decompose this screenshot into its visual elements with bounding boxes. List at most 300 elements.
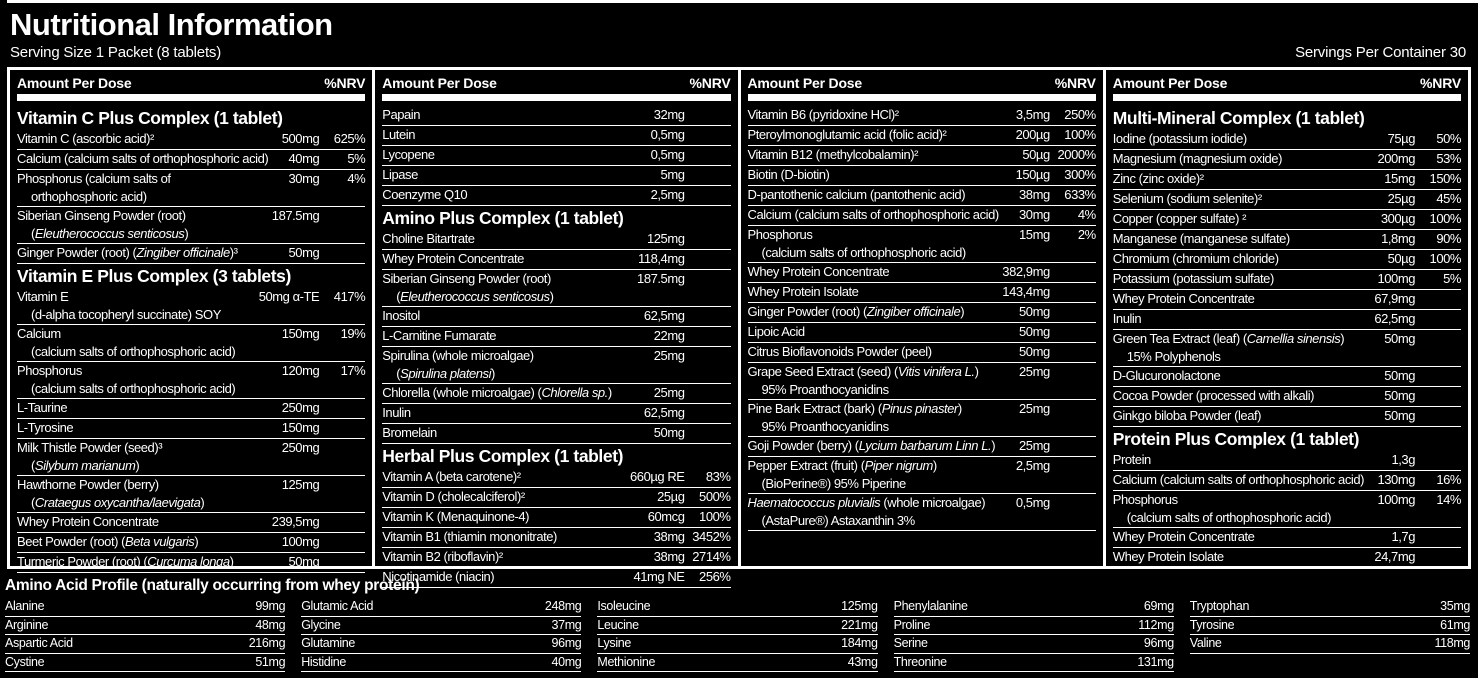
ingredient-subline: (Spirulina platensi)	[396, 366, 495, 381]
ingredient-name: Papain	[382, 107, 421, 122]
ingredient-name: Grape Seed Extract (seed) (Vitis vinifera L.)	[747, 364, 979, 379]
ingredient-row	[748, 166, 1096, 186]
ingredient-name: Nicotinamide (niacin)	[382, 569, 495, 584]
header-underline-bar	[382, 94, 730, 101]
ingredient-row-main	[748, 400, 1096, 418]
amino-name: Threonine	[893, 654, 947, 669]
amino-amount: 40mg	[551, 654, 582, 669]
table-column	[1103, 70, 1468, 566]
ingredient-name: Goji Powder (berry) (Lycium barbarum Linn L.)	[747, 438, 996, 453]
ingredient-amount: 130mg	[1377, 472, 1415, 487]
ingredient-subline: (d-alpha tocopheryl succinate) SOY	[31, 307, 221, 322]
ingredient-row	[382, 488, 730, 508]
ingredient-subline: (Eleutherococcus senticosus)	[31, 226, 189, 241]
amino-row	[5, 598, 285, 617]
ingredient-row-main	[17, 130, 365, 148]
ingredient-row	[17, 170, 365, 207]
ingredient-amount: 15mg	[1384, 171, 1415, 186]
ingredient-row	[17, 288, 365, 325]
amino-row	[1190, 635, 1470, 654]
ingredient-row	[748, 363, 1096, 400]
amino-row	[1190, 598, 1470, 617]
amino-amount: 184mg	[841, 636, 878, 650]
amino-row	[301, 635, 581, 654]
ingredient-row	[382, 186, 730, 206]
ingredient-amount: 250mg	[281, 440, 320, 455]
ingredient-row	[1113, 270, 1461, 290]
ingredient-amount: 50mg	[288, 554, 320, 569]
ingredient-row-main	[382, 508, 730, 526]
ingredient-name: Bromelain	[382, 425, 437, 440]
ingredient-nrv: 4%	[347, 171, 366, 186]
ingredient-amount: 500mg	[281, 131, 320, 146]
ingredient-row-main	[748, 186, 1096, 204]
ingredient-name: Pine Bark Extract (bark) (Pinus pinaster)	[747, 401, 962, 416]
ingredient-row	[1113, 290, 1461, 310]
amino-row	[5, 617, 285, 636]
ingredient-nrv: 100%	[1429, 211, 1461, 226]
ingredient-row	[17, 419, 365, 439]
ingredient-row-main	[382, 568, 730, 586]
ingredient-row-main	[748, 283, 1096, 301]
amino-name: Glycine	[301, 617, 341, 632]
ingredient-name: D-pantothenic calcium (pantothenic acid)	[747, 187, 966, 202]
ingredient-subline: orthophosphoric acid)	[31, 189, 147, 204]
section-header: Protein Plus Complex (1 tablet)	[1112, 429, 1360, 449]
ingredient-name: Lycopene	[382, 147, 435, 162]
amino-name: Methionine	[597, 654, 656, 669]
ingredient-name: Vitamin B2 (riboflavin)²	[382, 549, 503, 564]
ingredient-nrv: 2000%	[1057, 147, 1096, 162]
ingredient-subline: (Eleutherococcus senticosus)	[396, 289, 554, 304]
ingredient-row	[1113, 367, 1461, 387]
amino-row	[301, 617, 581, 636]
ingredient-row	[382, 424, 730, 444]
ingredient-name: Whey Protein Isolate	[747, 284, 859, 299]
column-header-row	[748, 73, 1096, 92]
ingredient-name: Iodine (potassium iodide)	[1112, 131, 1247, 146]
ingredient-row	[382, 347, 730, 384]
ingredient-row-main	[382, 548, 730, 566]
ingredient-row	[1113, 190, 1461, 210]
ingredient-amount: 100mg	[281, 534, 320, 549]
ingredient-amount: 125mg	[647, 231, 685, 246]
ingredient-row	[382, 307, 730, 327]
ingredient-name: Vitamin D (cholecalciferol)²	[382, 489, 525, 504]
ingredient-row-main	[382, 146, 730, 164]
ingredient-name: Cocoa Powder (processed with alkali)	[1112, 388, 1315, 403]
ingredient-name: Phosphorus (calcium salts of	[17, 171, 171, 186]
ingredient-row	[748, 303, 1096, 323]
ingredient-row-main	[382, 166, 730, 184]
amino-name: Arginine	[5, 617, 49, 632]
ingredient-amount: 1,7g	[1391, 529, 1415, 544]
ingredient-name: Biotin (D-biotin)	[747, 167, 830, 182]
ingredient-nrv: 17%	[340, 363, 366, 378]
section-header: Multi-Mineral Complex (1 tablet)	[1112, 108, 1365, 128]
amino-name: Alanine	[5, 599, 45, 613]
ingredient-nrv: 100%	[1064, 127, 1096, 142]
ingredient-row-main	[1113, 407, 1461, 425]
ingredient-name: Vitamin B12 (methylcobalamin)²	[747, 147, 918, 162]
ingredient-row	[17, 399, 365, 419]
ingredient-row	[17, 533, 365, 553]
table-column	[372, 70, 737, 584]
ingredient-subline: (Crataegus oxycantha/laevigata)	[31, 495, 205, 510]
ingredient-name: Inulin	[1112, 311, 1142, 326]
ingredient-row-main	[748, 323, 1096, 341]
ingredient-nrv: 2714%	[692, 549, 731, 564]
ingredient-amount: 25mg	[1019, 401, 1050, 416]
ingredient-row	[17, 244, 365, 264]
ingredient-row-main	[17, 513, 365, 531]
ingredient-row-main	[1113, 471, 1461, 489]
ingredient-row-main	[17, 288, 365, 306]
ingredient-row-main	[382, 528, 730, 546]
section-header: Herbal Plus Complex (1 tablet)	[382, 446, 624, 466]
ingredient-subline: (BioPerine®) 95% Piperine	[761, 476, 906, 491]
ingredient-name: Vitamin E	[17, 289, 69, 304]
ingredient-name: Hawthorne Powder (berry)	[17, 477, 159, 492]
ingredient-row-main	[748, 166, 1096, 184]
ingredient-nrv: 83%	[705, 469, 731, 484]
ingredient-nrv: 5%	[347, 151, 366, 166]
amino-column	[597, 598, 877, 672]
ingredient-amount: 50mg	[1019, 324, 1050, 339]
ingredient-amount: 30mg	[288, 171, 320, 186]
ingredient-row-main	[382, 250, 730, 268]
amino-row	[301, 654, 581, 673]
ingredient-row-main	[382, 488, 730, 506]
ingredient-row	[382, 270, 730, 307]
ingredient-name: Manganese (manganese sulfate)	[1112, 231, 1290, 246]
ingredient-amount: 118,4mg	[638, 251, 685, 266]
amino-row	[597, 635, 877, 654]
ingredient-row	[748, 494, 1096, 531]
column-header-row	[17, 73, 365, 92]
ingredient-row	[748, 263, 1096, 283]
ingredient-subline: (calcium salts of orthophosphoric acid)	[761, 245, 966, 260]
ingredient-row	[1113, 528, 1461, 548]
ingredient-nrv: 150%	[1429, 171, 1461, 186]
ingredient-name: Inulin	[382, 405, 411, 420]
ingredient-name: Calcium	[17, 326, 61, 341]
amino-name: Leucine	[597, 617, 639, 632]
column-header-row	[382, 73, 730, 92]
ingredient-amount: 1,3g	[1391, 452, 1415, 467]
ingredient-subline: 95% Proanthocyanidins	[761, 382, 889, 397]
ingredient-row	[748, 283, 1096, 303]
ingredient-amount: 60mcg	[647, 509, 685, 524]
ingredient-row-main	[1113, 230, 1461, 248]
ingredient-amount: 32mg	[653, 107, 685, 122]
ingredient-name: Calcium (calcium salts of orthophosphoric acid)	[1112, 472, 1364, 487]
amount-per-dose-label: Amount Per Dose	[747, 75, 862, 91]
amino-amount: 35mg	[1440, 599, 1470, 613]
ingredient-amount: 200mg	[1377, 151, 1415, 166]
ingredient-amount: 25mg	[653, 385, 685, 400]
ingredient-row-main	[382, 270, 730, 288]
ingredient-row-main	[382, 186, 730, 204]
amino-row	[894, 617, 1174, 636]
ingredient-row	[748, 400, 1096, 437]
ingredient-name: Calcium (calcium salts of orthophosphoric acid)	[747, 207, 999, 222]
ingredient-amount: 25mg	[653, 348, 685, 363]
ingredient-row-main	[17, 439, 365, 457]
ingredient-row-main	[382, 106, 730, 124]
ingredient-row-main	[17, 533, 365, 551]
ingredient-row	[1113, 387, 1461, 407]
amino-column	[5, 598, 285, 672]
ingredient-row-main	[1113, 290, 1461, 308]
ingredient-subline: (Silybum marianum)	[31, 458, 140, 473]
ingredient-row	[1113, 471, 1461, 491]
ingredient-amount: 30mg	[1019, 207, 1050, 222]
ingredient-amount: 41mg NE	[633, 569, 685, 584]
ingredient-amount: 100mg	[1377, 271, 1415, 286]
ingredient-amount: 660µg RE	[630, 469, 685, 484]
ingredient-row	[748, 126, 1096, 146]
ingredient-amount: 382,9mg	[1002, 264, 1050, 279]
ingredient-row	[1113, 310, 1461, 330]
ingredient-nrv: 100%	[1429, 251, 1461, 266]
amino-amount: 69mg	[1143, 599, 1174, 613]
ingredient-nrv: 4%	[1077, 207, 1096, 222]
ingredient-row	[1113, 548, 1461, 568]
ingredient-nrv: 14%	[1436, 492, 1461, 507]
ingredient-name: Turmeric Powder (root) (Curcuma longa)	[17, 554, 234, 569]
ingredient-row-main	[1113, 330, 1461, 348]
ingredient-row	[382, 548, 730, 568]
amino-amount: 248mg	[544, 599, 582, 613]
header-underline-bar	[17, 94, 365, 101]
ingredient-row-main	[1113, 130, 1461, 148]
amino-amount: 125mg	[841, 599, 878, 613]
ingredient-row-main	[382, 307, 730, 325]
amino-name: Isoleucine	[597, 599, 651, 613]
ingredient-row	[1113, 407, 1461, 427]
nrv-label: %NRV	[1054, 75, 1096, 91]
ingredient-row	[382, 126, 730, 146]
ingredient-row	[1113, 330, 1461, 367]
ingredient-row	[17, 150, 365, 170]
ingredient-amount: 50mg	[1384, 368, 1415, 383]
header-underline-bar	[748, 94, 1096, 101]
ingredient-name: Milk Thistle Powder (seed)³	[17, 440, 163, 455]
ingredient-row	[382, 146, 730, 166]
ingredient-subline: 15% Polyphenols	[1126, 349, 1221, 364]
ingredient-amount: 125mg	[281, 477, 320, 492]
ingredient-row-main	[382, 327, 730, 345]
ingredient-name: Whey Protein Concentrate	[17, 514, 159, 529]
ingredient-row-main	[748, 303, 1096, 321]
ingredient-amount: 150mg	[281, 420, 320, 435]
amino-name: Cystine	[5, 654, 45, 669]
ingredient-row-main	[382, 230, 730, 248]
ingredient-amount: 62,5mg	[643, 308, 685, 323]
amino-row	[597, 617, 877, 636]
ingredient-amount: 22mg	[653, 328, 685, 343]
ingredient-row	[382, 106, 730, 126]
amino-row	[894, 598, 1174, 617]
amino-amount: 221mg	[841, 617, 878, 632]
ingredient-name: Ginger Powder (root) (Zingiber officinale)³	[17, 245, 238, 260]
ingredient-name: Phosphorus	[747, 227, 813, 242]
ingredient-amount: 50mg	[1019, 344, 1050, 359]
amino-name: Tryptophan	[1189, 599, 1250, 613]
ingredient-row	[382, 528, 730, 548]
amino-amount: 216mg	[248, 636, 286, 650]
amino-column	[894, 598, 1174, 672]
ingredient-name: Chlorella (whole microalgae) (Chlorella sp.)	[382, 385, 612, 400]
ingredient-name: D-Glucuronolactone	[1112, 368, 1221, 383]
amino-amount: 51mg	[255, 654, 286, 669]
ingredient-subline: 95% Proanthocyanidins	[761, 419, 889, 434]
ingredient-name: Potassium (potassium sulfate)	[1112, 271, 1274, 286]
ingredient-amount: 250mg	[281, 400, 320, 415]
ingredient-row-main	[382, 468, 730, 486]
ingredient-nrv: 45%	[1436, 191, 1461, 206]
ingredient-amount: 25mg	[1019, 438, 1050, 453]
ingredient-amount: 25µg	[657, 489, 685, 504]
ingredient-amount: 3,5mg	[1015, 107, 1050, 122]
ingredient-amount: 50mg	[288, 245, 320, 260]
ingredient-row	[382, 230, 730, 250]
ingredient-name: Whey Protein Concentrate	[1112, 291, 1255, 306]
ingredient-name: Protein	[1112, 452, 1151, 467]
ingredient-row-main	[1113, 528, 1461, 546]
ingredient-row	[17, 513, 365, 533]
ingredient-amount: 40mg	[288, 151, 320, 166]
ingredient-amount: 25µg	[1387, 191, 1415, 206]
ingredient-row-main	[1113, 150, 1461, 168]
ingredient-name: Phosphorus	[1112, 492, 1178, 507]
ingredient-name: Choline Bitartrate	[382, 231, 475, 246]
ingredient-amount: 300µg	[1380, 211, 1415, 226]
amino-name: Phenylalanine	[893, 599, 968, 613]
amino-amount: 61mg	[1440, 617, 1470, 632]
ingredient-row-main	[748, 226, 1096, 244]
ingredient-amount: 50mg	[1384, 408, 1415, 423]
amount-per-dose-label: Amount Per Dose	[1112, 75, 1228, 91]
ingredient-name: Selenium (sodium selenite)²	[1112, 191, 1262, 206]
amino-row	[597, 598, 877, 617]
amino-amount: 43mg	[847, 654, 878, 669]
ingredient-row	[382, 404, 730, 424]
amino-name: Histidine	[301, 654, 346, 669]
ingredient-name: Whey Protein Concentrate	[747, 264, 890, 279]
ingredient-nrv: 625%	[333, 131, 366, 146]
ingredient-row	[748, 146, 1096, 166]
ingredient-name: L-Carnitine Fumarate	[382, 328, 497, 343]
ingredient-name: Vitamin A (beta carotene)²	[382, 469, 521, 484]
amino-name: Lysine	[597, 636, 631, 650]
section-header: Vitamin C Plus Complex (1 tablet)	[17, 108, 283, 128]
amino-row	[5, 654, 285, 673]
ingredient-name: Haematococcus pluvialis (whole microalgae)	[747, 495, 986, 510]
ingredient-nrv: 250%	[1064, 107, 1096, 122]
ingredient-name: Pteroylmonoglutamic acid (folic acid)²	[747, 127, 947, 142]
ingredient-row	[748, 457, 1096, 494]
ingredient-row-main	[1113, 451, 1461, 469]
amino-name: Aspartic Acid	[5, 636, 73, 650]
ingredient-row-main	[1113, 170, 1461, 188]
ingredient-name: Calcium (calcium salts of orthophosphoric acid)	[17, 151, 269, 166]
amino-name: Tyrosine	[1189, 617, 1235, 632]
ingredient-name: Citrus Bioflavonoids Powder (peel)	[747, 344, 932, 359]
amino-row	[1190, 617, 1470, 636]
ingredient-amount: 0,5mg	[650, 147, 685, 162]
ingredient-amount: 50µg	[1387, 251, 1415, 266]
amino-profile-title: Amino Acid Profile (naturally occurring from whey protein)	[5, 577, 420, 594]
ingredient-row-main	[748, 363, 1096, 381]
ingredient-row	[17, 439, 365, 476]
amino-column	[1190, 598, 1470, 672]
ingredient-row-main	[1113, 210, 1461, 228]
amino-acid-profile	[5, 576, 1470, 672]
ingredient-amount: 75µg	[1387, 131, 1415, 146]
ingredient-row	[382, 468, 730, 488]
ingredient-row	[382, 568, 730, 588]
ingredient-row-main	[17, 399, 365, 417]
ingredient-nrv: 5%	[1443, 271, 1461, 286]
ingredient-row	[1113, 170, 1461, 190]
ingredient-row-main	[17, 170, 365, 188]
ingredient-row-main	[1113, 491, 1461, 509]
ingredient-row-main	[748, 126, 1096, 144]
ingredient-name: Chromium (chromium chloride)	[1112, 251, 1279, 266]
ingredient-row-main	[382, 424, 730, 442]
ingredient-nrv: 16%	[1436, 472, 1461, 487]
table-column	[10, 70, 372, 569]
ingredient-amount: 50mg	[1384, 331, 1415, 346]
amino-amount: 118mg	[1434, 636, 1470, 650]
ingredient-amount: 143,4mg	[1002, 284, 1050, 299]
ingredient-amount: 67,9mg	[1374, 291, 1415, 306]
ingredient-amount: 0,5mg	[1015, 495, 1050, 510]
ingredient-row-main	[17, 362, 365, 380]
ingredient-amount: 38mg	[1019, 187, 1050, 202]
ingredient-row-main	[1113, 270, 1461, 288]
ingredient-row-main	[1113, 387, 1461, 405]
amino-amount: 37mg	[551, 617, 582, 632]
ingredient-row	[17, 325, 365, 362]
ingredient-row-main	[17, 419, 365, 437]
ingredient-nrv: 500%	[699, 489, 731, 504]
ingredient-row	[748, 226, 1096, 263]
ingredient-amount: 50mg	[1019, 304, 1050, 319]
ingredient-row-main	[1113, 367, 1461, 385]
ingredient-amount: 38mg	[653, 529, 685, 544]
ingredient-name: Whey Protein Concentrate	[1112, 529, 1255, 544]
ingredient-row-main	[748, 206, 1096, 224]
column-header-row	[1113, 73, 1461, 92]
ingredient-row	[1113, 491, 1461, 528]
ingredient-row-main	[382, 126, 730, 144]
ingredient-row	[748, 437, 1096, 457]
ingredient-row-main	[1113, 250, 1461, 268]
ingredient-nrv: 50%	[1436, 131, 1461, 146]
ingredient-amount: 120mg	[281, 363, 320, 378]
ingredient-row-main	[748, 146, 1096, 164]
ingredient-row	[17, 130, 365, 150]
ingredient-row	[382, 384, 730, 404]
ingredient-row-main	[748, 263, 1096, 281]
ingredient-amount: 187.5mg	[637, 271, 685, 286]
ingredient-name: Lutein	[382, 127, 415, 142]
ingredient-name: Beet Powder (root) (Beta vulgaris)	[17, 534, 199, 549]
ingredient-amount: 38mg	[653, 549, 685, 564]
